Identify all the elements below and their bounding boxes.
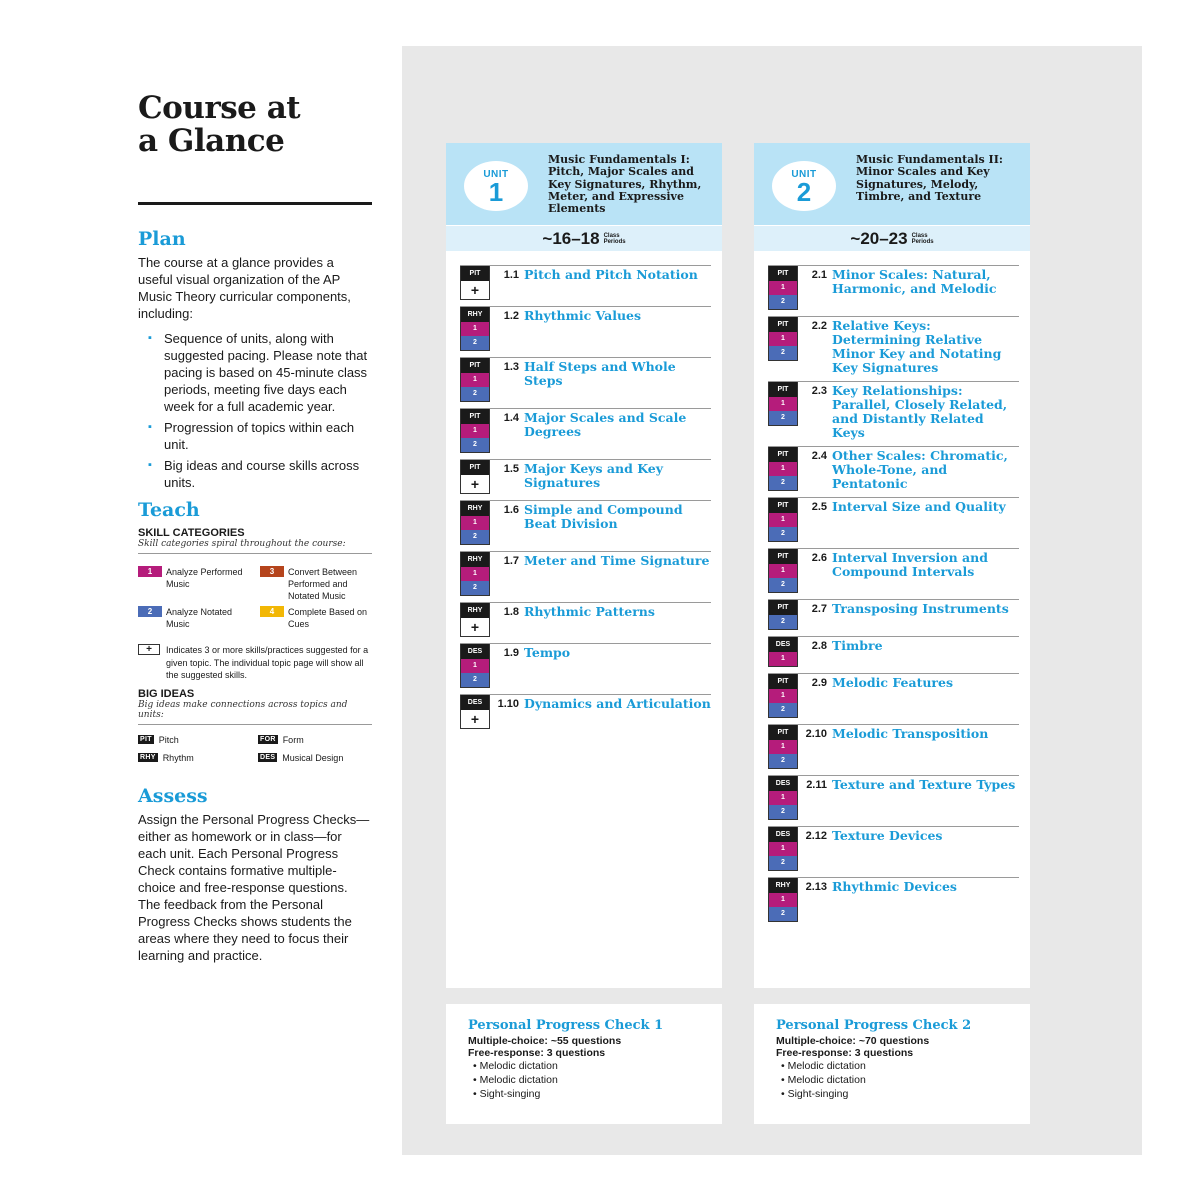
big-idea-tag: DES: [769, 776, 797, 791]
big-idea-tag: PIT: [461, 358, 489, 373]
big-idea-tag: PIT: [140, 736, 152, 743]
skill-legend-item: [260, 566, 372, 602]
progress-check-1: [446, 1004, 722, 1124]
skill-tag: 1: [769, 462, 797, 476]
topic-tags: [460, 603, 490, 637]
topic-tags: [768, 498, 798, 542]
skill-tag: 1: [461, 322, 489, 336]
skill-tag: 1: [769, 740, 797, 754]
progress-check-2: [754, 1004, 1030, 1124]
progress-check-fr: Free-response: 3 questions: [776, 1047, 914, 1059]
big-idea-tag: DES: [769, 827, 797, 842]
skill-tag: 2: [769, 346, 797, 360]
skill-legend-item: [138, 606, 258, 630]
skill-tag: 2: [769, 578, 797, 592]
skill-tag: 1: [769, 281, 797, 295]
topic-name: Rhythmic Patterns: [524, 604, 655, 619]
topic-row: [460, 306, 711, 357]
unit-label: UNIT: [791, 169, 817, 180]
topic-number: 2.13: [805, 881, 827, 893]
skill-legend-item: [138, 566, 258, 602]
topic-name: Transposing Instruments: [832, 601, 1009, 616]
topic-row: [768, 775, 1019, 826]
topic-name: Texture and Texture Types: [832, 777, 1016, 792]
page-title: Course at a Glance: [138, 90, 301, 159]
topic-number: 1.3: [503, 361, 519, 373]
skill-legend: [138, 566, 372, 630]
unit-header: [754, 143, 1030, 225]
plan-intro: The course at a glance provides a useful visual organization of the AP Music Theory curricular components, including:: [138, 255, 351, 321]
topic-name: Major Scales and Scale Degrees: [524, 410, 687, 439]
skill-tag: 1: [769, 791, 797, 805]
topic-row: [768, 673, 1019, 724]
skill-label: Analyze Notated Music: [166, 607, 233, 629]
topic-tags: [768, 266, 798, 310]
topic-row: [768, 265, 1019, 316]
skill-tag: 2: [461, 581, 489, 595]
topic-row: [460, 602, 711, 643]
progress-check-item: • Sight-singing: [473, 1088, 541, 1100]
topic-row: [460, 408, 711, 459]
skill-tag: 2: [769, 703, 797, 717]
big-idea-tag: PIT: [769, 447, 797, 462]
pacing-value: ~20–23: [850, 228, 908, 248]
big-idea-tag: PIT: [461, 409, 489, 424]
unit-number: 1: [488, 177, 504, 207]
unit-label: UNIT: [483, 169, 509, 180]
skill-tag: 1: [769, 564, 797, 578]
topic-number: 2.4: [811, 450, 827, 462]
skill-tag: 2: [769, 615, 797, 629]
skill-tag: 2: [769, 411, 797, 425]
topic-row: [768, 316, 1019, 381]
skill-tag: 1: [769, 332, 797, 346]
topic-number: 2.3: [811, 385, 827, 397]
topic-row: [768, 497, 1019, 548]
topic-row: [768, 877, 1019, 928]
topic-name: Melodic Transposition: [832, 726, 989, 741]
unit-number: 2: [796, 177, 812, 207]
assess-heading: Assess: [138, 784, 208, 807]
skill-tag: 1: [769, 842, 797, 856]
topic-name: Pitch and Pitch Notation: [524, 267, 698, 282]
unit-title: Music Fundamentals I: Pitch, Major Scales and Key Signatures, Rhythm, Meter, and Expressive Elements: [548, 153, 702, 216]
topic-tags: [460, 644, 490, 688]
big-idea-tag: DES: [461, 695, 489, 710]
topic-tags: [460, 695, 490, 729]
plan-bullet: ▪ Progression of topics within each unit.: [138, 419, 372, 453]
topic-tags: [768, 549, 798, 593]
topic-tags: [768, 776, 798, 820]
topic-number: 1.1: [503, 269, 519, 281]
topic-number: 1.8: [503, 606, 519, 618]
topic-number: 1.2: [503, 310, 519, 322]
topic-row: [768, 381, 1019, 446]
skill-swatch: 4: [260, 606, 284, 617]
topic-name: Tempo: [524, 645, 571, 660]
big-idea-tag: RHY: [461, 552, 489, 567]
assess-text: Assign the Personal Progress Checks—either as homework or in class—for each unit. Each Personal Progress Check contains formative multiple-choice and free-response questions. The feedback from the Personal Progress Checks shows students the areas where they need to focus their learning and practice.: [138, 811, 370, 963]
pacing-unit: Class Periods: [603, 232, 626, 245]
topic-name: Half Steps and Whole Steps: [524, 359, 676, 388]
big-idea-tag: RHY: [461, 603, 489, 618]
topic-name: Timbre: [832, 638, 883, 653]
unit-pacing: [446, 225, 722, 251]
plan-bullets: [138, 330, 372, 491]
skill-categories-subtitle: Skill categories spiral throughout the course:: [138, 539, 372, 554]
skill-tag: 1: [461, 373, 489, 387]
big-idea-tag: DES: [260, 754, 276, 761]
big-ideas-legend: [138, 735, 372, 763]
topic-row: [460, 500, 711, 551]
topic-row: [460, 694, 711, 735]
skill-tag: 2: [769, 754, 797, 768]
topic-tags: [460, 460, 490, 494]
big-idea-label: Rhythm: [162, 752, 194, 763]
skill-tag: 1: [769, 513, 797, 527]
progress-check-item: • Sight-singing: [781, 1088, 849, 1100]
progress-check-item: • Melodic dictation: [781, 1060, 866, 1072]
skill-legend-item: [260, 606, 372, 630]
topic-tags: [460, 358, 490, 402]
big-idea-tag: PIT: [461, 266, 489, 281]
big-idea-tag: PIT: [769, 382, 797, 397]
skill-swatch: 3: [260, 566, 284, 577]
progress-check-fr: Free-response: 3 questions: [468, 1047, 606, 1059]
plan-bullet: ▪ Sequence of units, along with suggested pacing. Please note that pacing is based on 45-minute class periods, meeting five days each week for a full academic year.: [138, 330, 372, 415]
topic-tags: [768, 674, 798, 718]
topic-tags: [768, 725, 798, 769]
skill-tag: 2: [461, 387, 489, 401]
big-idea-label: Musical Design: [282, 752, 344, 763]
big-idea-item: [138, 735, 258, 745]
progress-check-item: • Melodic dictation: [781, 1074, 866, 1086]
progress-check-mc: Multiple-choice: ~70 questions: [776, 1035, 930, 1047]
topic-name: Texture Devices: [832, 828, 943, 843]
unit-pacing: [754, 225, 1030, 251]
plus-icon: +: [461, 281, 489, 299]
topic-name: Interval Size and Quality: [832, 499, 1006, 514]
skill-tag: 2: [461, 673, 489, 687]
skill-tag: 2: [461, 336, 489, 350]
topic-name: Key Relationships: Parallel, Closely Related, and Distantly Related Keys: [832, 383, 1008, 440]
topic-list: [446, 251, 722, 735]
topic-number: 1.7: [503, 555, 519, 567]
topic-name: Dynamics and Articulation: [524, 696, 711, 711]
unit-badge: [464, 161, 528, 211]
big-idea-tag: PIT: [769, 317, 797, 332]
topic-tags: [768, 827, 798, 871]
big-idea-tag: RHY: [140, 754, 156, 761]
topic-tags: [768, 600, 798, 630]
topic-tags: [768, 878, 798, 922]
topic-number: 1.5: [503, 463, 519, 475]
skill-tag: 1: [461, 424, 489, 438]
topic-row: [460, 643, 711, 694]
topic-name: Relative Keys: Determining Relative Minor Key and Notating Key Signatures: [832, 318, 1002, 375]
topic-name: Rhythmic Values: [524, 308, 642, 323]
left-column: [138, 92, 372, 964]
topic-number: 2.2: [811, 320, 827, 332]
topic-name: Melodic Features: [832, 675, 954, 690]
skill-tag: 2: [769, 907, 797, 921]
progress-check-title: Personal Progress Check 2: [776, 1018, 972, 1033]
topic-row: [460, 357, 711, 408]
topic-tags: [460, 307, 490, 351]
topic-row: [460, 265, 711, 306]
progress-check-item: • Melodic dictation: [473, 1074, 558, 1086]
skill-tag: 2: [461, 530, 489, 544]
topic-name: Meter and Time Signature: [524, 553, 710, 568]
plus-icon: +: [461, 475, 489, 493]
skill-label: Complete Based on Cues: [288, 607, 368, 629]
skill-tag: 1: [769, 397, 797, 411]
topic-number: 2.9: [811, 677, 827, 689]
big-idea-tag: RHY: [461, 307, 489, 322]
big-idea-item: [258, 735, 370, 745]
topic-number: 2.6: [811, 552, 827, 564]
unit-2-column: [754, 143, 1030, 988]
pacing-value: ~16–18: [542, 228, 600, 248]
skill-tag: 1: [461, 516, 489, 530]
topic-row: [460, 459, 711, 500]
big-idea-tag: PIT: [769, 674, 797, 689]
big-idea-tag: RHY: [461, 501, 489, 516]
topic-name: Rhythmic Devices: [832, 879, 957, 894]
plus-legend-text: Indicates 3 or more skills/practices suggested for a given topic. The individual topic page will show all the suggested skills.: [166, 645, 369, 680]
big-idea-tag: DES: [461, 644, 489, 659]
topic-number: 1.10: [497, 698, 519, 710]
big-ideas-heading: BIG IDEAS: [138, 687, 195, 700]
topic-row: [768, 599, 1019, 636]
progress-check-title: Personal Progress Check 1: [468, 1018, 664, 1033]
unit-badge: [772, 161, 836, 211]
topic-name: Major Keys and Key Signatures: [524, 461, 664, 490]
topic-name: Interval Inversion and Compound Intervals: [832, 550, 988, 579]
plus-icon: +: [138, 644, 160, 655]
topic-row: [460, 551, 711, 602]
topic-number: 2.5: [811, 501, 827, 513]
skill-tag: 1: [461, 567, 489, 581]
topic-tags: [768, 382, 798, 426]
pacing-unit: Class Periods: [911, 232, 934, 245]
skill-label: Convert Between Performed and Notated Music: [288, 567, 358, 601]
topic-number: 1.4: [503, 412, 519, 424]
topic-number: 2.7: [811, 603, 827, 615]
topic-row: [768, 548, 1019, 599]
unit-header: [446, 143, 722, 225]
topic-number: 2.11: [806, 779, 827, 791]
topic-number: 2.1: [811, 269, 827, 281]
skill-tag: 2: [769, 527, 797, 541]
topic-tags: [768, 317, 798, 361]
big-idea-tag: PIT: [769, 549, 797, 564]
big-idea-tag: PIT: [769, 725, 797, 740]
topic-number: 2.10: [805, 728, 827, 740]
topic-tags: [768, 447, 798, 491]
big-idea-tag: RHY: [769, 878, 797, 893]
big-idea-label: Form: [282, 734, 304, 745]
topic-tags: [460, 552, 490, 596]
topic-name: Simple and Compound Beat Division: [524, 502, 683, 531]
skill-tag: 1: [461, 659, 489, 673]
topic-name: Minor Scales: Natural, Harmonic, and Melodic: [832, 267, 997, 296]
topic-row: [768, 446, 1019, 497]
plus-icon: +: [461, 710, 489, 728]
topic-tags: [768, 637, 798, 667]
topic-tags: [460, 409, 490, 453]
big-idea-tag: PIT: [461, 460, 489, 475]
progress-check-item: • Melodic dictation: [473, 1060, 558, 1072]
topic-row: [768, 724, 1019, 775]
big-idea-tag: PIT: [769, 498, 797, 513]
big-idea-item: [138, 753, 258, 763]
big-idea-label: Pitch: [158, 734, 179, 745]
unit-title: Music Fundamentals II: Minor Scales and Key Signatures, Melody, Timbre, and Texture: [856, 153, 1003, 203]
units-panel: [402, 46, 1142, 1155]
topic-number: 2.12: [805, 830, 827, 842]
plus-legend: [138, 644, 372, 682]
skill-tag: 2: [769, 476, 797, 490]
topic-number: 1.9: [503, 647, 519, 659]
skill-tag: 1: [769, 689, 797, 703]
big-idea-tag: DES: [769, 637, 797, 652]
title-divider: [138, 202, 372, 205]
topic-list: [754, 251, 1030, 928]
plan-heading: Plan: [138, 228, 186, 250]
skill-categories-heading: SKILL CATEGORIES: [138, 527, 245, 539]
plan-bullet: ▪ Big ideas and course skills across units.: [138, 457, 372, 491]
topic-row: [768, 636, 1019, 673]
skill-tag: 1: [769, 893, 797, 907]
skill-swatch: 2: [138, 606, 162, 617]
skill-tag: 2: [461, 438, 489, 452]
topic-row: [768, 826, 1019, 877]
unit-1-column: [446, 143, 722, 988]
big-ideas-subtitle: Big ideas make connections across topics and units:: [138, 700, 372, 725]
topic-number: 2.8: [811, 640, 827, 652]
skill-swatch: 1: [138, 566, 162, 577]
progress-check-mc: Multiple-choice: ~55 questions: [468, 1035, 622, 1047]
big-idea-tag: PIT: [769, 600, 797, 615]
plus-icon: +: [461, 618, 489, 636]
big-idea-tag: FOR: [260, 736, 276, 743]
topic-number: 1.6: [503, 504, 519, 516]
topic-tags: [460, 266, 490, 300]
skill-label: Analyze Performed Music: [166, 567, 243, 589]
skill-tag: 2: [769, 856, 797, 870]
big-idea-item: [258, 753, 370, 763]
topic-tags: [460, 501, 490, 545]
skill-tag: 2: [769, 295, 797, 309]
big-idea-tag: PIT: [769, 266, 797, 281]
skill-tag: 2: [769, 805, 797, 819]
skill-tag: 1: [769, 652, 797, 666]
topic-name: Other Scales: Chromatic, Whole-Tone, and Pentatonic: [832, 448, 1008, 491]
teach-heading: Teach: [138, 499, 200, 521]
